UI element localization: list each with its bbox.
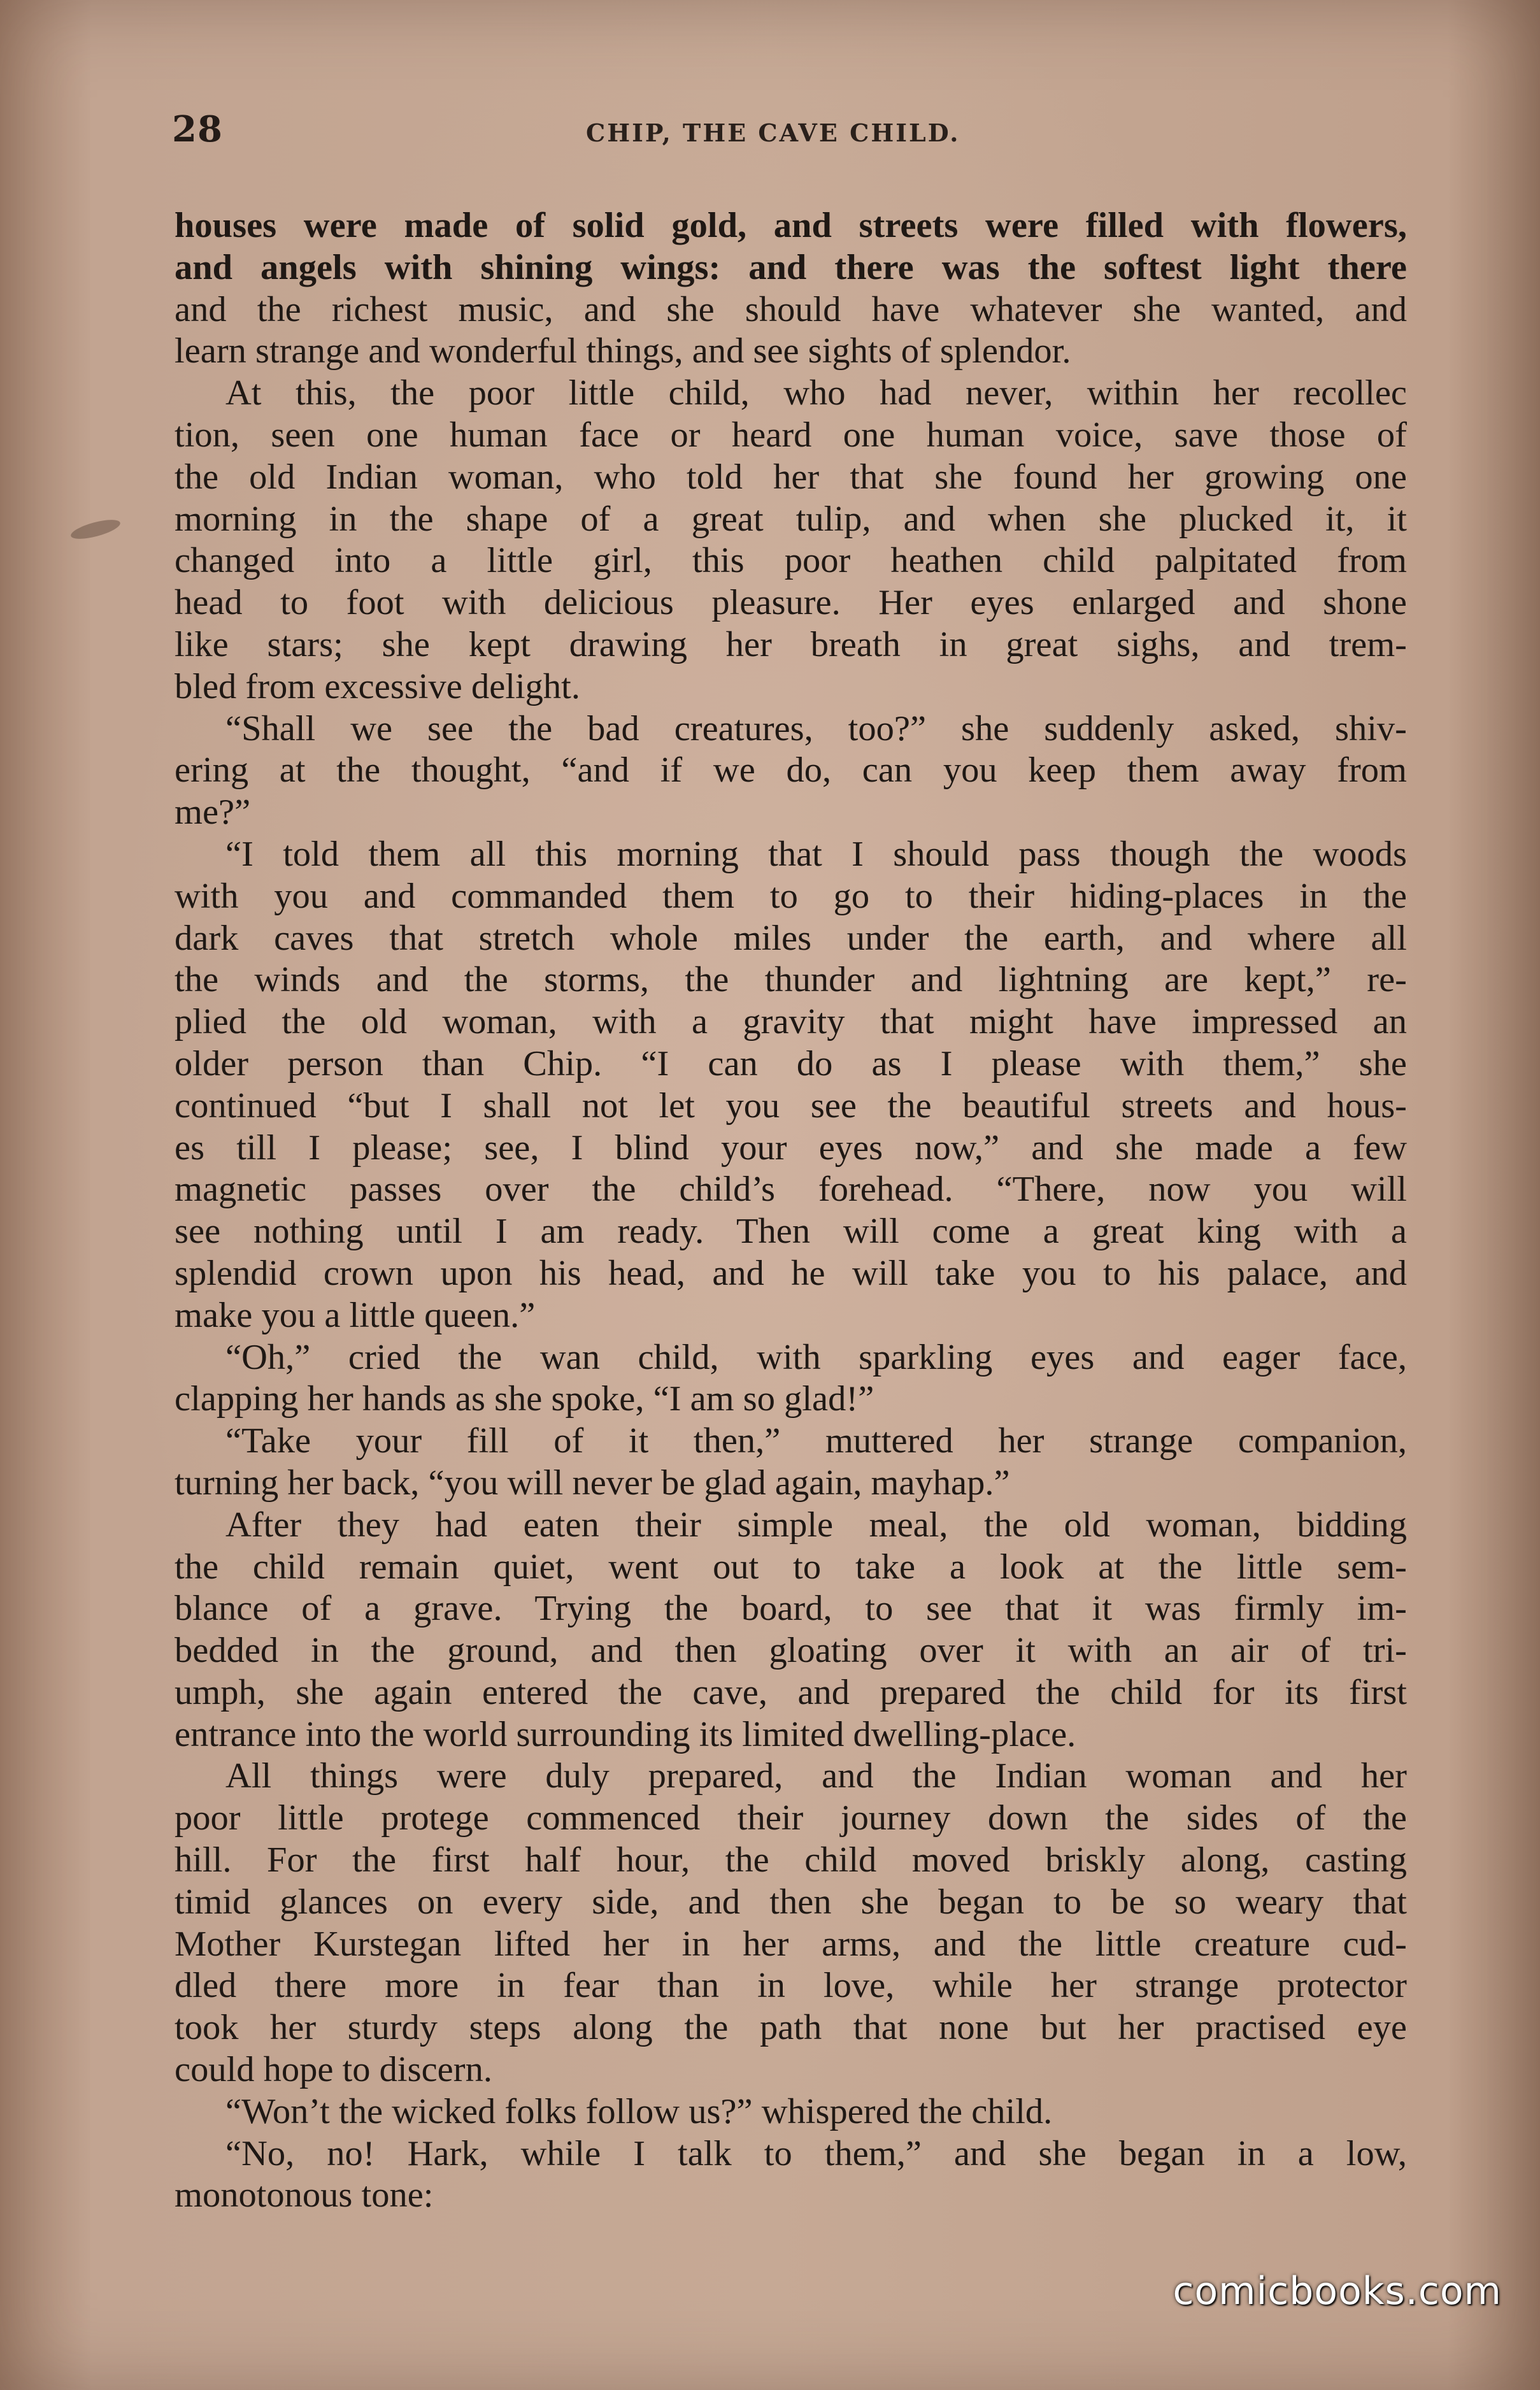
- text-line: with you and commanded them to go to their hiding-places in the: [175, 876, 1407, 916]
- text-line: learn strange and wonderful things, and see sights of splendor.: [175, 331, 1071, 371]
- text-line: hill. For the first half hour, the child moved briskly along, casting: [175, 1840, 1407, 1880]
- text-line: took her sturdy steps along the path that none but her practised eye: [175, 2008, 1407, 2048]
- text-line: and the richest music, and she should have whatever she wanted, and: [175, 289, 1407, 329]
- text-line: “Oh,” cried the wan child, with sparkling eyes and eager face,: [225, 1337, 1407, 1377]
- text-line: timid glances on every side, and then she began to be so weary that: [175, 1882, 1407, 1922]
- text-line: continued “but I shall not let you see the beautiful streets and hous-: [175, 1085, 1407, 1126]
- text-line: dled there more in fear than in love, while her strange protector: [175, 1966, 1407, 2006]
- text-line: tion, seen one human face or heard one human voice, save those of: [175, 415, 1407, 455]
- text-line: changed into a little girl, this poor heathen child palpitated from: [175, 541, 1407, 581]
- ink-smudge: [69, 516, 122, 543]
- text-line: magnetic passes over the child’s forehead. “There, now you will: [175, 1170, 1407, 1210]
- text-line: houses were made of solid gold, and streets were filled with flowers,: [175, 206, 1407, 245]
- page-number: 28: [172, 108, 223, 150]
- text-line: turning her back, “you will never be glad again, mayhap.”: [175, 1463, 1010, 1503]
- text-line: older person than Chip. “I can do as I please with them,” she: [175, 1043, 1407, 1084]
- text-line: me?”: [175, 792, 251, 833]
- text-line: plied the old woman, with a gravity that might have impressed an: [175, 1002, 1407, 1042]
- text-line: es till I please; see, I blind your eyes now,” and she made a few: [175, 1127, 1407, 1168]
- running-head: CHIP, THE CAVE CHILD.: [586, 118, 960, 147]
- watermark: comicbooks.com: [1173, 2269, 1502, 2314]
- text-line: “Won’t the wicked folks follow us?” whispered the child.: [225, 2091, 1053, 2131]
- text-line: All things were duly prepared, and the Indian woman and her: [225, 1756, 1407, 1796]
- text-line: make you a little queen.”: [175, 1295, 536, 1335]
- text-line: ering at the thought, “and if we do, can you keep them away from: [175, 750, 1407, 791]
- text-line: bled from excessive delight.: [175, 666, 581, 706]
- text-line: blance of a grave. Trying the board, to see that it was firmly im-: [175, 1589, 1407, 1629]
- text-line: “Take your fill of it then,” muttered her strange companion,: [225, 1421, 1407, 1461]
- text-line: entrance into the world surrounding its limited dwelling-place.: [175, 1714, 1076, 1754]
- text-line: After they had eaten their simple meal, the old woman, bidding: [225, 1505, 1407, 1545]
- text-line: “Shall we see the bad creatures, too?” she suddenly asked, shiv-: [225, 708, 1407, 748]
- text-line: the winds and the storms, the thunder and lightning are kept,” re-: [175, 960, 1407, 1000]
- text-line: “I told them all this morning that I should pass though the woods: [225, 834, 1407, 874]
- text-line: splendid crown upon his head, and he will take you to his palace, and: [175, 1253, 1407, 1293]
- text-line: clapping her hands as she spoke, “I am so glad!”: [175, 1379, 874, 1419]
- text-line: dark caves that stretch whole miles under the earth, and where all: [175, 918, 1407, 958]
- text-line: like stars; she kept drawing her breath in great sighs, and trem-: [175, 624, 1407, 664]
- text-line: morning in the shape of a great tulip, and when she plucked it, it: [175, 499, 1407, 539]
- text-line: could hope to discern.: [175, 2050, 492, 2090]
- text-line: see nothing until I am ready. Then will come a great king with a: [175, 1212, 1407, 1252]
- text-line: At this, the poor little child, who had never, within her recollec: [225, 373, 1407, 413]
- text-line: umph, she again entered the cave, and prepared the child for its first: [175, 1672, 1407, 1712]
- text-line: the old Indian woman, who told her that she found her growing one: [175, 457, 1407, 497]
- text-line: the child remain quiet, went out to take a look at the little sem-: [175, 1547, 1407, 1587]
- body-text: [175, 205, 1407, 2217]
- text-line: and angels with shining wings: and there was the softest light there: [175, 247, 1407, 287]
- text-line: monotonous tone:: [175, 2175, 434, 2215]
- text-line: bedded in the ground, and then gloating over it with an air of tri-: [175, 1631, 1407, 1671]
- text-line: poor little protege commenced their journey down the sides of the: [175, 1798, 1407, 1838]
- text-line: head to foot with delicious pleasure. Her eyes enlarged and shone: [175, 583, 1407, 623]
- page-header: [172, 108, 1408, 159]
- text-line: Mother Kurstegan lifted her in her arms, and the little creature cud-: [175, 1924, 1407, 1964]
- text-line: “No, no! Hark, while I talk to them,” and she began in a low,: [225, 2133, 1407, 2173]
